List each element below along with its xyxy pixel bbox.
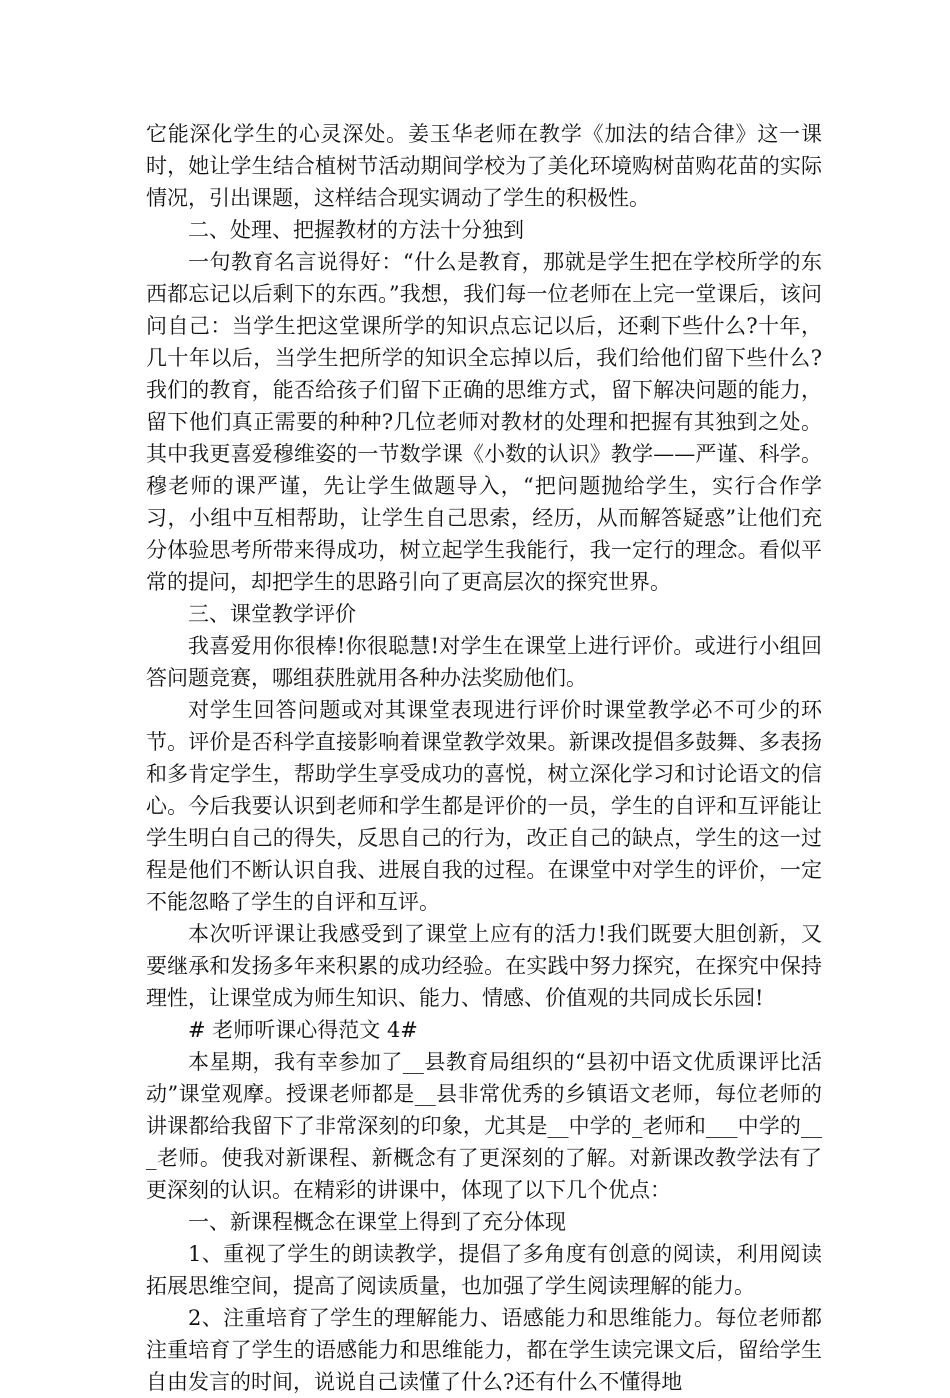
document-page (146, 118, 822, 1398)
paragraph-observation: 本星期，我有幸参加了__县教育局组织的“县初中语文优质课评比活动”课堂观摩。授课老师都是__县非常优秀的乡镇语文老师，每位老师的讲课都给我留下了非常深刻的印象，尤其是__中学的_老师和___中学的___老师。使我对新课程、新概念有了更深刻的了解。对新课改教学法有了更深刻的认识。在精彩的讲课中，体现了以下几个优点： (146, 1050, 822, 1202)
paragraph-evaluation: 对学生回答问题或对其课堂表现进行评价时课堂教学必不可少的环节。评价是否科学直接影响着课堂教学效果。新课改提倡多鼓舞、多表扬和多肯定学生，帮助学生享受成功的喜悦，树立深化学习和讨论语文的信心。今后我要认识到老师和学生都是评价的一员，学生的自评和互评能让学生明白自己的得失，反思自己的行为，改正自己的缺点，学生的这一过程是他们不断认识自我、进展自我的过程。在课堂中对学生的评价，一定不能忽略了学生的自评和互评。 (146, 698, 822, 914)
paragraph-intro: 它能深化学生的心灵深处。姜玉华老师在教学《加法的结合律》这一课时，她让学生结合植树节活动期间学校为了美化环境购树苗购花苗的实际情况，引出课题，这样结合现实调动了学生的积极性。 (146, 122, 822, 210)
paragraph-point-2: 2、注重培育了学生的理解能力、语感能力和思维能力。每位老师都注重培育了学生的语感能力和思维能力，都在学生读完课文后，留给学生自由发言的时间，说说自己读懂了什么?还有什么不懂得地 (146, 1306, 822, 1394)
section-heading-1: 一、新课程概念在课堂上得到了充分体现 (188, 1210, 566, 1234)
paragraph-point-1: 1、重视了学生的朗读教学，提倡了多角度有创意的阅读，利用阅读拓展思维空间，提高了阅读质量，也加强了学生阅读理解的能力。 (146, 1242, 822, 1298)
essay-title-4: # 老师听课心得范文 4# (188, 1018, 418, 1042)
paragraph-conclusion: 本次听评课让我感受到了课堂上应有的活力!我们既要大胆创新，又要继承和发扬多年来积累的成功经验。在实践中努力探究，在探究中保持理性，让课堂成为师生知识、能力、情感、价值观的共同成长乐园! (146, 922, 822, 1010)
section-heading-3: 三、课堂教学评价 (188, 602, 356, 626)
paragraph-praise: 我喜爱用你很棒!你很聪慧!对学生在课堂上进行评价。或进行小组回答问题竞赛，哪组获胜就用各种办法奖励他们。 (146, 634, 822, 690)
paragraph-education-quote: 一句教育名言说得好：“什么是教育，那就是学生把在学校所学的东西都忘记以后剩下的东西。”我想，我们每一位老师在上完一堂课后，该问问自己：当学生把这堂课所学的知识点忘记以后，还剩下些什么?十年，几十年以后，当学生把所学的知识全忘掉以后，我们给他们留下些什么?我们的教育，能否给孩子们留下正确的思维方式，留下解决问题的能力，留下他们真正需要的种种?几位老师对教材的处理和把握有其独到之处。其中我更喜爱穆维姿的一节数学课《小数的认识》教学——严谨、科学。穆老师的课严谨，先让学生做题导入，“把问题抛给学生，实行合作学习，小组中互相帮助，让学生自己思索，经历，从而解答疑惑”让他们充分体验思考所带来得成功，树立起学生我能行，我一定行的理念。看似平常的提问，却把学生的思路引向了更高层次的探究世界。 (146, 250, 822, 594)
section-heading-2: 二、处理、把握教材的方法十分独到 (188, 218, 524, 242)
